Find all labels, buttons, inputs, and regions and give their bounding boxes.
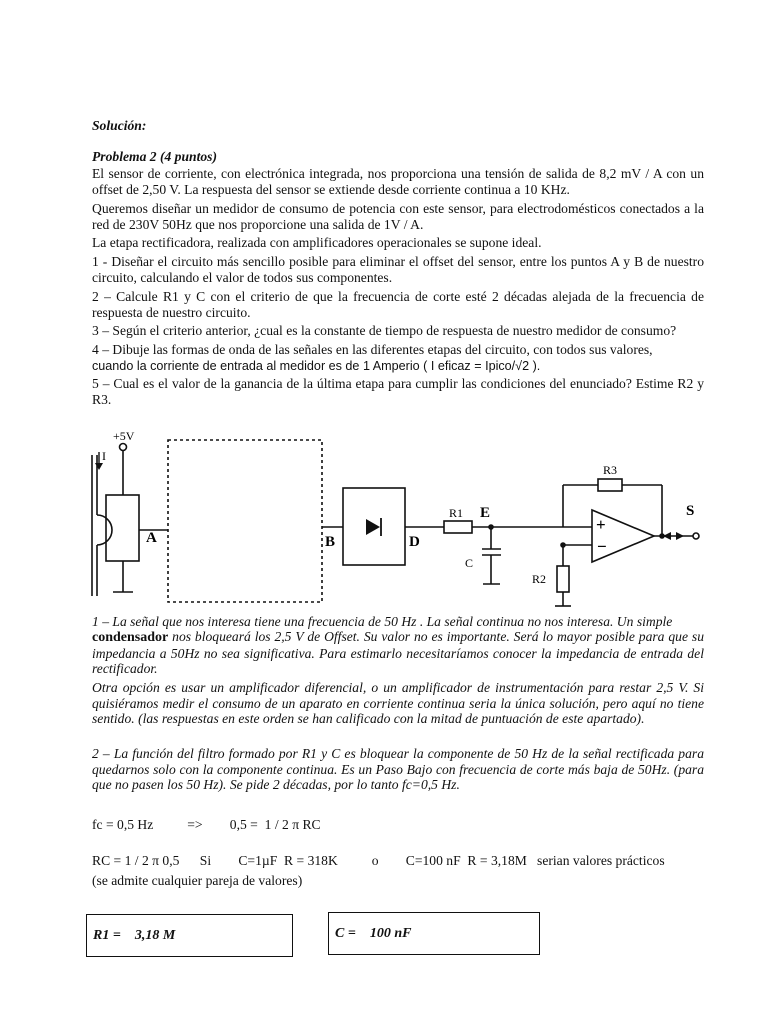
opamp-minus: − xyxy=(597,537,607,556)
answer1-line1: 1 – La señal que nos interesa tiene una frecuencia de 50 Hz . La señal continua no nos interesa. Un simple xyxy=(92,614,673,629)
label-current: I xyxy=(102,449,106,463)
note: (se admite cualquier pareja de valores) xyxy=(92,873,303,888)
solution-heading: Solución: xyxy=(92,118,147,133)
label-supply: +5V xyxy=(113,429,135,443)
answer-r1: R1 = 3,18 M xyxy=(93,928,176,943)
equation-2: RC = 1 / 2 π 0,5 Si C=1µF R = 318K o C=100 nF R = 3,18M serian valores prácticos xyxy=(92,853,665,868)
answer1-rest: nos bloqueará los 2,5 V de Offset. Su valor no es importante. Será lo mayor posible para que su impedancia a 50Hz no sea significativa. Para estimarlo necesitaríamos conocer la impedancia de entrada del rectificador. xyxy=(92,629,704,676)
answer1-para xyxy=(92,629,704,677)
label-r2: R2 xyxy=(532,572,547,586)
question-2: 2 – Calcule R1 y C con el criterio de que la frecuencia de corte esté 2 décadas alejada de la frecuencia de respuesta de nuestro circuito. xyxy=(92,289,704,320)
question-4: 4 – Dibuje las formas de onda de las señales en las diferentes etapas del circuito, con todos sus valores, xyxy=(92,342,653,357)
answer-box-c xyxy=(328,912,540,955)
answer-c: C = 100 nF xyxy=(335,926,412,941)
label-s: S xyxy=(686,503,695,519)
question-4-cont: cuando la corriente de entrada al medidor es de 1 Amperio ( I eficaz = Ipico/√2 ). xyxy=(92,359,541,373)
opamp-plus: + xyxy=(596,515,606,534)
label-e: E xyxy=(480,505,491,521)
label-a: A xyxy=(146,530,157,546)
problem-heading: Problema 2 (4 puntos) xyxy=(92,149,217,164)
answer1-keyword: condensador xyxy=(92,630,169,645)
equation-1: fc = 0,5 Hz => 0,5 = 1 / 2 π RC xyxy=(92,817,321,832)
circuit-diagram xyxy=(80,420,720,615)
statement-p2: Queremos diseñar un medidor de consumo de potencia con este sensor, para electrodomésticos conectados a la red de 230V 50Hz que nos proporcione una salida de 1V / A. xyxy=(92,201,704,232)
statement-p3: La etapa rectificadora, realizada con amplificadores operacionales se supone ideal. xyxy=(92,235,542,250)
answer1-alt: Otra opción es usar un amplificador diferencial, o un amplificador de instrumentación para restar 2,5 V. Si quisiéramos medir el consumo de un aparato en corriente continua seria la única solución, pero aquí no tiene sentido. (las respuestas en este orden se han calificado con la mitad de puntuación de este apartado). xyxy=(92,680,704,726)
answer-box-r1 xyxy=(86,914,293,957)
label-r3: R3 xyxy=(603,463,618,477)
question-5: 5 – Cual es el valor de la ganancia de la última etapa para cumplir las condiciones del enunciado? Estime R2 y R3. xyxy=(92,376,704,407)
question-1: 1 - Diseñar el circuito más sencillo posible para eliminar el offset del sensor, entre los puntos A y B de nuestro circuito, calculando el valor de todos sus componentes. xyxy=(92,254,704,285)
answer2-text: 2 – La función del filtro formado por R1 y C es bloquear la componente de 50 Hz de la señal rectificada para quedarnos solo con la componente continua. Es un Paso Bajo con frecuencia de corte más baja de 50Hz. (para que no pasen los 50 Hz). Se pide 2 décadas, por lo tanto fc=0,5 Hz. xyxy=(92,746,704,792)
label-c: C xyxy=(465,556,474,570)
diode-symbol xyxy=(366,519,380,535)
question-3: 3 – Según el criterio anterior, ¿cual es la constante de tiempo de respuesta de nuestro medidor de consumo? xyxy=(92,323,677,338)
label-d: D xyxy=(409,534,420,550)
statement-p1: El sensor de corriente, con electrónica integrada, nos proporciona una tensión de salida de 8,2 mV / A con un offset de 2,50 V. La respuesta del sensor se extiende desde corriente continua a 10 KHz. xyxy=(92,166,704,197)
label-b: B xyxy=(325,534,336,550)
label-r1: R1 xyxy=(449,506,464,520)
